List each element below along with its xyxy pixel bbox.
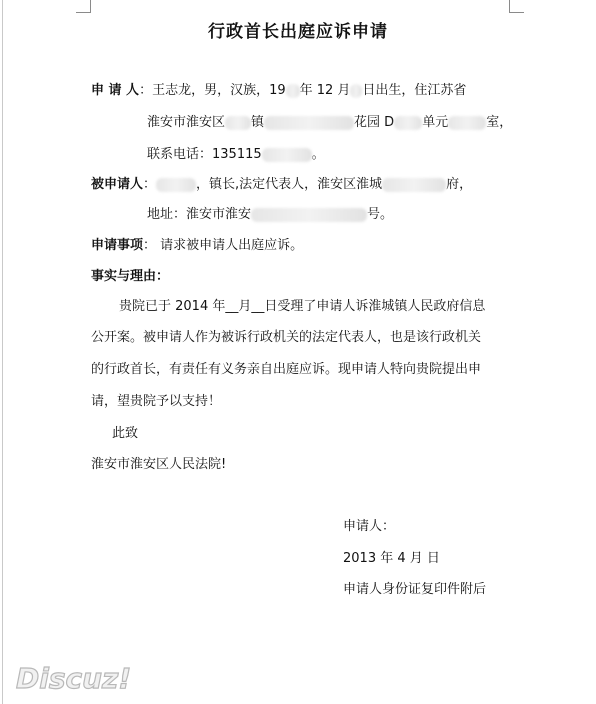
facts-paragraph-line-4: 请，望贵院予以支持！	[91, 394, 222, 409]
facts-paragraph-line-1: 贵院已于 2014 年__月__日受理了申请人诉淮城镇人民政府信息	[119, 299, 486, 314]
salutation: 此致	[112, 426, 139, 441]
applicant-phone: 联系电话：135115	[147, 147, 262, 162]
matter-text: ： 请求被申请人出庭应诉。	[143, 238, 304, 253]
matter-label: 申请事项	[91, 238, 144, 253]
applicant-text-2e: 室，	[486, 115, 513, 130]
respondent-text-1c: 府，	[446, 177, 473, 192]
redaction	[225, 116, 251, 130]
applicant-text-2c: 花园 D	[354, 115, 395, 130]
applicant-text-2b: 镇	[251, 115, 265, 130]
redaction	[251, 208, 367, 222]
respondent-text-2b: 号。	[367, 207, 394, 222]
redaction	[448, 116, 486, 130]
facts-label: 事实与理由	[91, 269, 157, 284]
page-edge	[2, 0, 3, 704]
signature-attachment: 申请人身份证复印件附后	[343, 582, 487, 597]
facts-paragraph-line-2: 公开案。被申请人作为被诉行政机关的法定代表人，也是该行政机关	[91, 330, 482, 345]
applicant-line-3	[147, 146, 325, 164]
respondent-label: 被申请人	[91, 177, 144, 192]
signature-applicant: 申请人：	[343, 519, 396, 534]
respondent-text-1b: ，镇长,法定代表人，淮安区淮城	[196, 177, 383, 192]
respondent-line-1	[91, 176, 472, 194]
document-title: 行政首长出庭应诉申请	[208, 22, 388, 42]
facts-paragraph-line-3: 的行政首长，有责任有义务亲自出庭应诉。现申请人特向贵院提出申	[91, 362, 482, 377]
applicant-text-2d: 单元	[422, 115, 449, 130]
facts-heading	[91, 268, 169, 286]
applicant-line-1	[91, 82, 466, 100]
court-name: 淮安市淮安区人民法院!	[91, 457, 227, 472]
margin-corner-right	[509, 0, 524, 13]
signature-date: 2013 年 4 月 日	[343, 551, 440, 566]
facts-colon: ：	[156, 269, 170, 284]
applicant-text-1: ：王志龙，男，汉族，19	[139, 83, 286, 98]
applicant-text-1b: 年 12 月	[299, 83, 351, 98]
redaction	[382, 178, 446, 192]
redaction	[262, 148, 312, 162]
margin-corner-left	[76, 0, 91, 13]
applicant-text-2a: 淮安市淮安区	[147, 115, 226, 130]
redaction	[394, 116, 422, 130]
applicant-label: 申 请 人	[91, 83, 140, 98]
applicant-text-1c: 日出生，住江苏省	[362, 83, 467, 98]
applicant-line-2	[147, 114, 512, 132]
matter-line	[91, 237, 303, 255]
respondent-line-2	[147, 206, 393, 224]
redaction	[350, 84, 362, 98]
respondent-text-1a: ：	[143, 177, 157, 192]
discuz-watermark: Discuz!	[16, 662, 132, 695]
redaction	[286, 84, 300, 98]
redaction	[264, 116, 354, 130]
respondent-address: 地址：淮安市淮安	[147, 207, 252, 222]
applicant-text-3b: 。	[311, 147, 325, 162]
redaction	[156, 178, 196, 192]
